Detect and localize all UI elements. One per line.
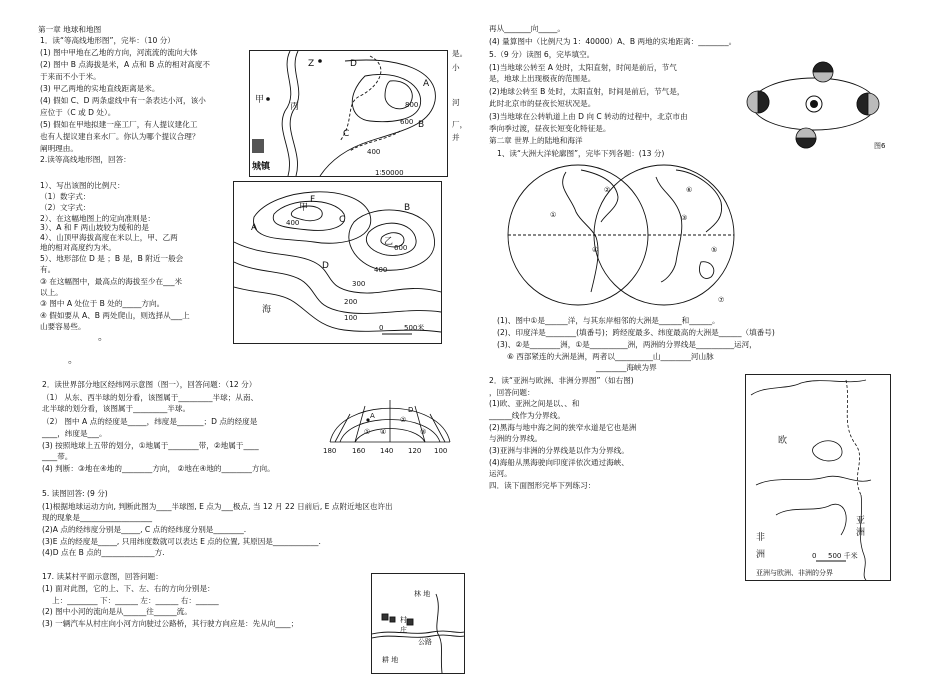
label-300: 300	[352, 280, 366, 288]
q2-line: ③ 图中 A 处位于 B 处的_____方向。	[40, 299, 165, 308]
contour-map-1	[249, 50, 448, 177]
margin-text: 小	[452, 63, 460, 72]
world-mark-2: ②	[604, 186, 611, 194]
q3-line: （1） 从东、西半球的划分看，该图属于_________半球；从南、	[42, 393, 259, 402]
label-asia: 亚	[856, 516, 866, 526]
scale-label: 1∶50000	[375, 169, 404, 176]
label-sea: 海	[262, 305, 272, 315]
q1-line: (5) 假如在甲地拟建一座工厂，有人提议建化工	[40, 120, 198, 129]
q3-line: (3) 按照地球上五带的划分，①地属于________带，②地属于____	[42, 441, 259, 450]
label-africa-zhou: 洲	[756, 550, 766, 560]
q5-title: 5. 读图回答: (9 分)	[42, 489, 108, 498]
label-bing: 丙	[290, 102, 300, 112]
q17-line: (2) 图中小河的流向是从______往______流。	[42, 607, 192, 616]
label-asia-zhou: 洲	[856, 528, 866, 538]
road-line	[372, 631, 464, 634]
r-line: 是，地球上出现极夜的范围是。	[489, 74, 596, 83]
contour-map-2	[233, 181, 442, 344]
label-600: 600	[400, 118, 414, 126]
contour-line	[320, 60, 435, 176]
q2-line: 2）、在这幅地图上的定向准则是：	[40, 214, 155, 223]
r-line: ，回答问题：	[489, 388, 535, 397]
r-line: 季向季过渡，昼夜长短变化特征是。	[489, 124, 611, 133]
margin-text: 河	[452, 98, 460, 107]
town-block	[252, 139, 264, 153]
label-africa: 非	[756, 533, 766, 543]
q2-line: 5）、地形部位 D 是 ；B 是，B 附近一般会	[40, 254, 184, 263]
q17-line: (1) 面对此图，它的上、下、左、右的方向分别是：	[42, 584, 215, 593]
q1-title: 1．读“等高线地形图”，完毕：（10 分）	[40, 36, 175, 45]
q5-line: (4)D 点在 B 点的______________方.	[42, 548, 165, 557]
label-road: 公路	[418, 638, 432, 646]
r-line: 运河。	[489, 469, 512, 478]
orbit-figure	[738, 60, 890, 152]
r-line: (2)地球公转至 B 处时，太阳直射，时间是前后，节气是，	[489, 87, 685, 96]
latlong-grid	[320, 382, 460, 456]
world-mark-1: ①	[550, 211, 557, 219]
q2-line: ④ 假如要从 A、B 两处爬山，则选择从___上	[40, 311, 190, 320]
label-100: 100	[344, 314, 358, 322]
q2-line: 有。	[40, 265, 56, 274]
label-town: 城镇	[252, 162, 271, 172]
label-d: D	[350, 59, 357, 69]
point-d: D	[408, 406, 414, 414]
lon-100: 100	[434, 447, 448, 455]
world-mark-3: ③	[681, 214, 688, 222]
dot: 。	[98, 332, 108, 343]
margin-text: 是。	[452, 49, 468, 58]
eurasia-boundary-map	[745, 374, 891, 581]
r-q4-title: 四．读下面图形完毕下列练习：	[489, 481, 596, 490]
q3-title: 2．读世界部分地区经纬网示意图（图一），回答问题：（12 分）	[42, 380, 257, 389]
q1-line: 阐明理由。	[40, 144, 78, 153]
q2-line: 4）、山顶甲海拔高度在米以上，甲、乙两	[40, 233, 178, 242]
label-europe: 欧	[778, 436, 788, 446]
label-jia: 甲	[299, 203, 309, 213]
r-line: (3)当地球在公转轨道上由 D 向 C 转动的过程中，北京市由	[489, 112, 688, 121]
label-z: Z	[308, 59, 315, 69]
lon-180: 180	[323, 447, 337, 455]
r-line: (3)、②是________洲，①是__________洲，两洲的分界线是__________运河，	[497, 340, 757, 349]
q17-title: 17. 读某村平面示意图，回答问题：	[42, 572, 163, 581]
label-a: A	[423, 79, 430, 89]
label-village: 村	[400, 616, 407, 624]
q1-line: (2) 图中 B 点海拔是米，A 点和 B 点的相对高度不	[40, 60, 210, 69]
q5-line: (2)A 点的经纬度分别是_____, C 点的经纬度分别是________.	[42, 525, 247, 534]
q2-title: 2.读等高线地形图，回答：	[40, 155, 131, 164]
q2-line: 以上。	[40, 288, 63, 297]
chapter2-title: 第二章 世界上的陆地和海洋	[489, 136, 583, 145]
q1-line: 于来而不小于米。	[40, 72, 101, 81]
q3-line: ____，纬度是___。	[42, 429, 107, 438]
q2-line: ③ 在这幅图中，最高点的海拔至少在___米	[40, 277, 183, 286]
label-b: B	[404, 203, 411, 213]
r-line: 与洲的分界线。	[489, 434, 543, 443]
map-caption: 亚洲与欧洲、非洲的分界	[756, 569, 833, 577]
q2-line: 3）、A 和 F 两山坡较为缓和的是	[40, 223, 149, 232]
r-line: (4) 量算图中（比例尺为 1：40000）A、B 两地的实地距离：________。	[489, 37, 737, 46]
r-q5-title: 5.（9 分）读图 6，完毕填空。	[489, 50, 595, 59]
river-line	[436, 594, 442, 673]
world-mark-7: ⑦	[718, 296, 725, 304]
r-line: (3)亚洲与非洲的分界线是以作为分界线。	[489, 446, 629, 455]
world-mark-4: ④	[592, 246, 599, 254]
label-d: D	[322, 261, 329, 271]
point-1: ①	[364, 428, 371, 436]
lon-160: 160	[352, 447, 366, 455]
point-3: ③	[420, 428, 427, 436]
continent-outline	[563, 172, 598, 292]
boundary-line	[846, 380, 861, 495]
q3-line: （2） 图中 A 点的经度是_____，纬度是_______；D 点的经度是	[42, 417, 258, 426]
label-600: 600	[394, 244, 408, 252]
q2-line: 地的相对高度约为米。	[40, 243, 116, 252]
r-q2-title: 2．读“亚洲与欧洲、非洲分界图”（如右图)	[489, 376, 634, 385]
contour-line	[352, 74, 420, 121]
label-jia: 甲	[255, 95, 265, 105]
q3-line: (4) 判断：③地在④地的________方向， ②地在④地的________方向。	[42, 464, 275, 473]
q1-line: 应位于（C 或 D 处）。	[40, 108, 116, 117]
r-line: (1)、图中①是______洋，与其东岸相邻的大洲是______和______。	[497, 316, 720, 325]
r-line: (2)、印度洋是________(填番号)；跨经度最多、纬度最高的大洲是______（填番号)	[497, 328, 775, 337]
coastline	[751, 380, 866, 395]
r-q1-title: 1、读“大洲大洋轮廓图”，完毕下列各题：(13 分)	[497, 149, 665, 158]
world-mark-6: ⑥	[686, 186, 693, 194]
q5-line: (3)E 点的经度是_____, 只用纬度数就可以表达 E 点的位置, 其原因是____________.	[42, 537, 321, 546]
point-2: ②	[400, 416, 407, 424]
label-800: 800	[405, 101, 419, 109]
r-line: (2)黑海与地中海之间的狭窄水道是它也是洲	[489, 423, 637, 432]
label-f: F	[310, 195, 316, 205]
q2-line: （1）数字式：	[40, 192, 91, 201]
margin-text: 厂，	[452, 120, 468, 129]
q5-line: 现的现象是___________________	[42, 513, 153, 522]
lon-120: 120	[408, 447, 422, 455]
q3-line: 北半球的划分看，该图属于_________半球。	[42, 404, 191, 413]
q2-line: 1）、写出该图的比例尺：	[40, 181, 125, 190]
label-400: 400	[374, 266, 388, 274]
q1-line: (1) 图中甲地在乙地的方向，河流流的流向大体	[40, 48, 198, 57]
r-line: ⑥ 西部紧连的大洲是洲，两者以__________山________河山脉	[507, 352, 714, 361]
scale-500: 500米	[404, 324, 425, 332]
dot: 。	[68, 355, 78, 366]
q17-line: 上：________ 下：______ 左：______ 右：______	[52, 596, 219, 605]
r-line: ______线作为分界线。	[489, 411, 565, 420]
q1-line: (3) 甲乙两地的实地直线距离是米。	[40, 84, 160, 93]
label-c: C	[339, 215, 346, 225]
label-200: 200	[344, 298, 358, 306]
label-zhuang: 庄	[400, 626, 407, 634]
scale-500: 500 千米	[828, 552, 858, 560]
label-farmland: 耕 地	[382, 656, 399, 664]
q1-line: (4) 假如 C、D 两条虚线中有一条表达小河，该小	[40, 96, 206, 105]
label-c: C	[343, 129, 350, 139]
q2-line: （2）文字式：	[40, 203, 91, 212]
scale-zero: 0	[379, 324, 384, 332]
label-b: B	[418, 120, 425, 130]
chapter-title: 第一章 地球和地图	[38, 25, 102, 34]
label-yi: 乙	[384, 237, 394, 247]
village-plan	[371, 573, 465, 674]
q1-line: 也有人提议建自来水厂。你认为哪个提议合理？	[40, 132, 200, 141]
q3-line: ____带。	[42, 452, 73, 461]
q5-line: (1)根据地球运动方向, 判断此图为____半球图, E 点为___极点, 当 12 月 22 日前后, E 点附近地区也许出	[42, 502, 393, 511]
lon-140: 140	[380, 447, 394, 455]
r-line: ________海峡为界	[596, 363, 657, 372]
r-line: 再从_______向_____。	[489, 24, 565, 33]
r-line: (1)当地球公转至 A 处时，太阳直射，时间是前后，节气	[489, 63, 677, 72]
label-a: A	[251, 223, 258, 233]
label-forest: 林 地	[414, 590, 431, 598]
scale-zero: 0	[812, 552, 817, 560]
q2-line: 山要容易些。	[40, 322, 86, 331]
point-a: A	[370, 412, 375, 420]
river-line	[282, 51, 291, 176]
q17-line: (3) 一辆汽车从村庄向小河方向驶过公路桥，其行驶方向应是：先从向____；	[42, 619, 299, 628]
margin-text: 并	[452, 133, 460, 142]
r-line: 此时北京市的昼夜长短状况是。	[489, 99, 596, 108]
label-400: 400	[286, 219, 300, 227]
r-line: (1)欧、亚洲之间是以、、和	[489, 399, 580, 408]
world-mark-5: ⑤	[711, 246, 718, 254]
fig6-label: 图6	[874, 142, 886, 150]
point-4: ④	[380, 428, 387, 436]
r-line: (4)海船从黑海驶向印度洋依次通过海峡、	[489, 458, 629, 467]
world-hemispheres	[506, 162, 736, 308]
label-400: 400	[367, 148, 381, 156]
